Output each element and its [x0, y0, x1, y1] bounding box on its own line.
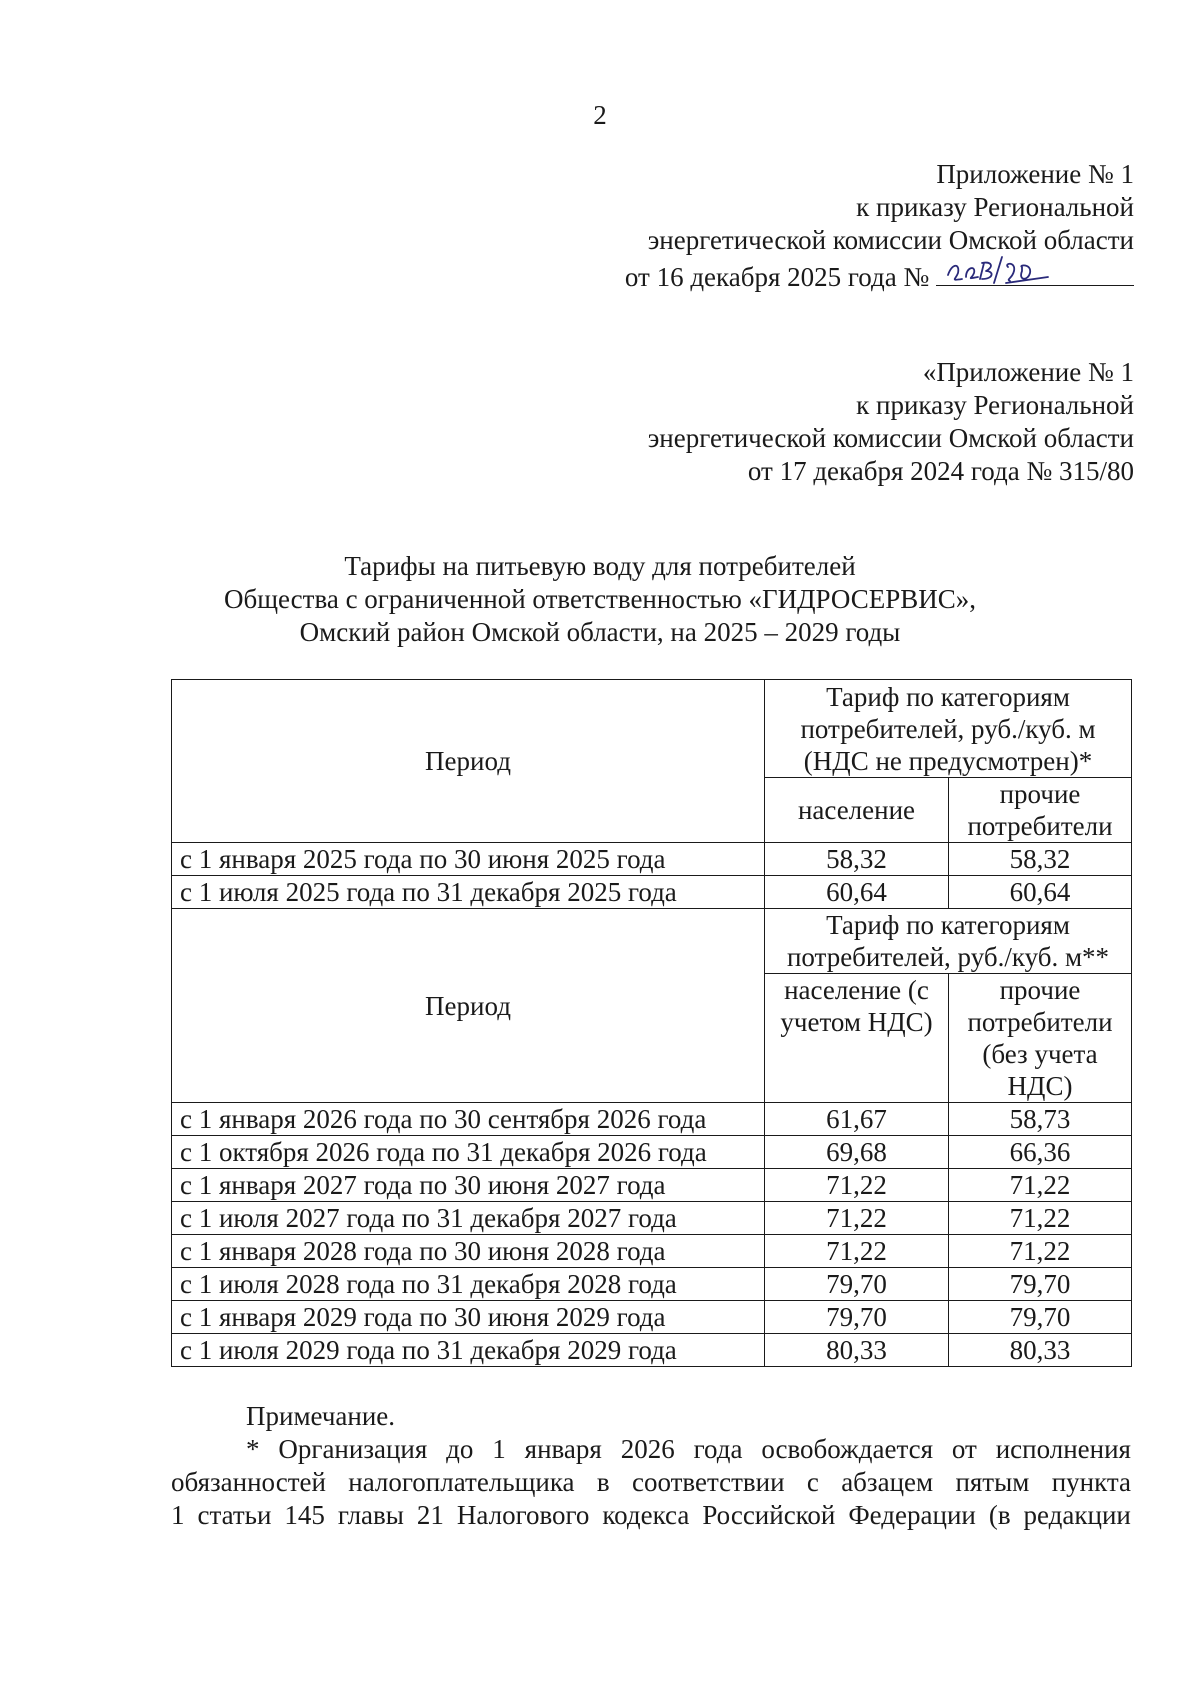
note-line-2	[171, 1466, 1131, 1499]
col-population-header-line: учетом НДС)	[780, 1007, 933, 1037]
note-word: исполнения	[995, 1434, 1131, 1464]
note-word: 2026	[620, 1434, 675, 1464]
col-other-header-line: прочие	[999, 779, 1081, 809]
col-other-header-2	[949, 974, 1132, 1103]
population-tariff-cell: 79,70	[765, 1301, 949, 1334]
note-word: редакции	[1023, 1500, 1131, 1530]
note-word: пятым	[955, 1467, 1030, 1497]
col-other-header-line: прочие	[999, 975, 1081, 1005]
other-tariff-cell: 71,22	[949, 1235, 1132, 1268]
tariff-table	[171, 679, 1132, 1367]
tariff-header-line: Тариф по категориям	[826, 681, 1070, 712]
note-word: Налогового	[456, 1500, 590, 1530]
population-tariff-cell: 61,67	[765, 1103, 949, 1136]
appendix-header-current	[625, 158, 1134, 294]
note-line-1	[171, 1433, 1131, 1466]
period-header-2: Период	[172, 909, 765, 1103]
appendix-line-3: энергетической комиссии Омской области	[647, 225, 1134, 255]
note-word: пункта	[1051, 1467, 1131, 1497]
handwritten-number-signature	[944, 253, 1064, 287]
appendix-date-prefix: от 16 декабря 2025 года №	[624, 262, 930, 292]
tariff-header-line: потребителей, руб./куб. м**	[786, 942, 1110, 972]
title-line-2: Общества с ограниченной ответственностью «ГИДРОСЕРВИС»,	[223, 584, 977, 614]
note-word: от	[951, 1434, 977, 1464]
note-word: кодекса	[602, 1500, 690, 1530]
population-tariff-cell: 71,22	[765, 1202, 949, 1235]
table-row	[172, 1103, 1132, 1136]
col-other-header	[949, 778, 1132, 843]
table-row	[172, 1301, 1132, 1334]
col-population-header: население	[765, 778, 949, 843]
note-word: обязанностей	[171, 1467, 326, 1497]
table-row	[172, 1268, 1132, 1301]
note-word: с	[806, 1467, 819, 1497]
note-word: 145	[284, 1500, 325, 1530]
col-other-header-line: потребители	[967, 1007, 1113, 1037]
other-tariff-cell: 79,70	[949, 1268, 1132, 1301]
population-tariff-cell: 79,70	[765, 1268, 949, 1301]
note-word: 1	[492, 1434, 506, 1464]
note-word: абзацем	[841, 1467, 934, 1497]
prev-appendix-line-3: энергетической комиссии Омской области	[647, 423, 1134, 453]
appendix-line-4	[625, 257, 1134, 294]
table-row	[172, 876, 1132, 909]
population-tariff-cell: 69,68	[765, 1136, 949, 1169]
note-word: налогоплательщика	[348, 1467, 575, 1497]
note-word: Российской	[702, 1500, 836, 1530]
note-word: Федерации	[848, 1500, 976, 1530]
page-number: 2	[593, 100, 607, 130]
period-cell: с 1 июля 2028 года по 31 декабря 2028 года	[172, 1268, 765, 1301]
appendix-header-previous	[648, 356, 1134, 488]
table-row	[172, 1169, 1132, 1202]
period-cell: с 1 июля 2029 года по 31 декабря 2029 года	[172, 1334, 765, 1367]
other-tariff-cell: 60,64	[949, 876, 1132, 909]
handwritten-order-number	[936, 257, 1134, 286]
note-word: соответствии	[631, 1467, 785, 1497]
tariff-header-line: (НДС не предусмотрен)*	[803, 745, 1093, 776]
note-word: главы	[337, 1500, 404, 1530]
period-cell: с 1 января 2029 года по 30 июня 2029 года	[172, 1301, 765, 1334]
population-tariff-cell: 71,22	[765, 1235, 949, 1268]
period-cell: с 1 января 2027 года по 30 июня 2027 года	[172, 1169, 765, 1202]
prev-appendix-line-1: «Приложение № 1	[922, 357, 1134, 387]
population-tariff-cell: 71,22	[765, 1169, 949, 1202]
other-tariff-cell: 71,22	[949, 1202, 1132, 1235]
note-word: в	[596, 1467, 610, 1497]
appendix-line-1: Приложение № 1	[936, 159, 1134, 189]
period-cell: с 1 января 2025 года по 30 июня 2025 года	[172, 843, 765, 876]
note-word: Организация	[278, 1434, 428, 1464]
table-row	[172, 1136, 1132, 1169]
other-tariff-cell: 66,36	[949, 1136, 1132, 1169]
other-tariff-cell: 80,33	[949, 1334, 1132, 1367]
tariff-header-line: Тариф по категориям	[826, 910, 1070, 940]
tariff-header	[765, 680, 1132, 778]
other-tariff-cell: 71,22	[949, 1169, 1132, 1202]
note-word: (в	[988, 1500, 1011, 1530]
population-tariff-cell: 80,33	[765, 1334, 949, 1367]
document-title	[0, 550, 1200, 649]
period-cell: с 1 января 2026 года по 30 сентября 2026 года	[172, 1103, 765, 1136]
note-word: *	[246, 1434, 260, 1464]
table-row	[172, 843, 1132, 876]
note-word: января	[524, 1434, 602, 1464]
table-row	[172, 1235, 1132, 1268]
note-word: 1	[171, 1500, 185, 1530]
note-word: до	[446, 1434, 474, 1464]
period-cell: с 1 июля 2027 года по 31 декабря 2027 года	[172, 1202, 765, 1235]
note-word: года	[693, 1434, 743, 1464]
col-other-header-line: НДС)	[1007, 1071, 1073, 1101]
table-row	[172, 1334, 1132, 1367]
period-cell: с 1 января 2028 года по 30 июня 2028 года	[172, 1235, 765, 1268]
col-other-header-line: потребители	[967, 811, 1113, 841]
other-tariff-cell: 79,70	[949, 1301, 1132, 1334]
period-cell: с 1 октября 2026 года по 31 декабря 2026 года	[172, 1136, 765, 1169]
period-cell: с 1 июля 2025 года по 31 декабря 2025 года	[172, 876, 765, 909]
notes-section	[171, 1400, 1131, 1532]
note-word: освобождается	[761, 1434, 934, 1464]
period-header: Период	[172, 680, 765, 843]
prev-appendix-line-4: от 17 декабря 2024 года № 315/80	[747, 456, 1134, 486]
table-row	[172, 1202, 1132, 1235]
notes-heading: Примечание.	[246, 1401, 396, 1431]
tariff-header-line: потребителей, руб./куб. м	[800, 713, 1096, 744]
title-line-3: Омский район Омской области, на 2025 – 2029 годы	[299, 617, 901, 647]
note-word: статьи	[197, 1500, 272, 1530]
title-line-1: Тарифы на питьевую воду для потребителей	[344, 551, 856, 581]
population-tariff-cell: 58,32	[765, 843, 949, 876]
prev-appendix-line-2: к приказу Региональной	[856, 390, 1134, 420]
col-other-header-line: (без учета	[982, 1039, 1098, 1069]
col-population-header-line: население (с	[784, 975, 929, 1005]
note-word: 21	[416, 1500, 444, 1530]
tariff-header-2	[765, 909, 1132, 974]
other-tariff-cell: 58,32	[949, 843, 1132, 876]
appendix-line-2: к приказу Региональной	[856, 192, 1134, 222]
other-tariff-cell: 58,73	[949, 1103, 1132, 1136]
population-tariff-cell: 60,64	[765, 876, 949, 909]
col-population-header-2	[765, 974, 949, 1103]
note-line-3	[171, 1499, 1131, 1532]
